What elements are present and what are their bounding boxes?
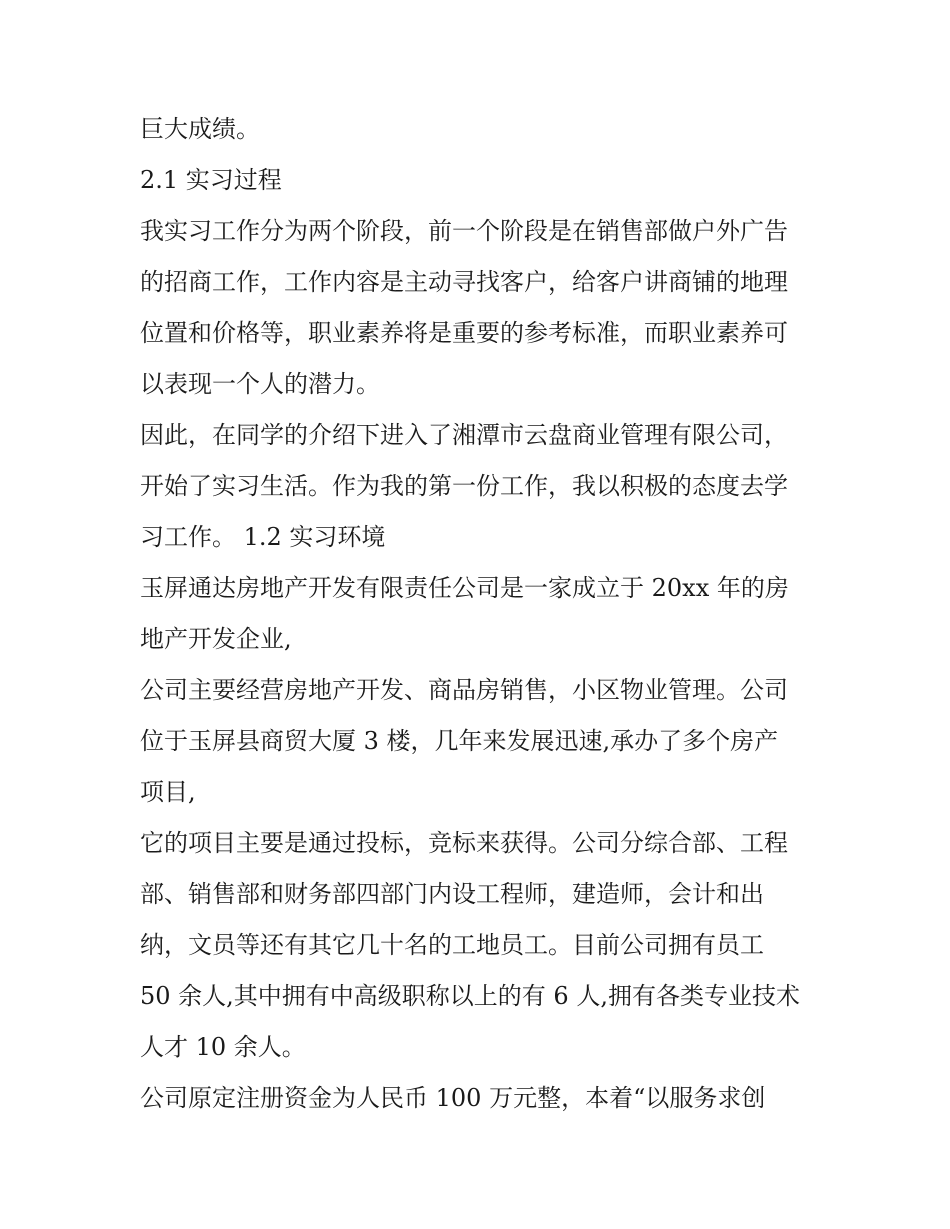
text-line: 公司原定注册资金为人民币 100 万元整，本着“以服务求创 [140, 1084, 766, 1112]
text-line: 公司主要经营房地产开发、商品房销售，小区物业管理。公司 [140, 676, 788, 704]
text-line: 因此，在同学的介绍下进入了湘潭市云盘商业管理有限公司， [140, 421, 788, 449]
text-line: 纳，文员等还有其它几十名的工地员工。目前公司拥有员工 [140, 931, 764, 959]
text-line: 项目, [140, 778, 196, 806]
text-line: 习工作。 1.2 实习环境 [140, 523, 386, 551]
text-line: 人才 10 余人。 [140, 1033, 306, 1061]
section-heading: 2.1 实习过程 [140, 166, 282, 194]
text-line: 我实习工作分为两个阶段，前一个阶段是在销售部做户外广告 [140, 217, 788, 245]
text-line: 部、销售部和财务部四部门内设工程师，建造师，会计和出 [140, 880, 764, 908]
text-line: 位于玉屏县商贸大厦 3 楼，几年来发展迅速,承办了多个房产 [140, 727, 779, 755]
text-line: 开始了实习生活。作为我的第一份工作，我以积极的态度去学 [140, 472, 788, 500]
text-line: 巨大成绩。 [140, 115, 260, 143]
text-line: 的招商工作，工作内容是主动寻找客户，给客户讲商铺的地理 [140, 268, 788, 296]
text-line: 以表现一个人的潜力。 [140, 370, 380, 398]
text-line: 位置和价格等，职业素养将是重要的参考标准，而职业素养可 [140, 319, 788, 347]
text-line: 它的项目主要是通过投标，竞标来获得。公司分综合部、工程 [140, 829, 788, 857]
text-line: 地产开发企业, [140, 625, 292, 653]
document-body [140, 108, 820, 1119]
text-line: 50 余人,其中拥有中高级职称以上的有 6 人,拥有各类专业技术 [140, 982, 800, 1010]
text-line: 玉屏通达房地产开发有限责任公司是一家成立于 20xx 年的房 [140, 574, 789, 602]
